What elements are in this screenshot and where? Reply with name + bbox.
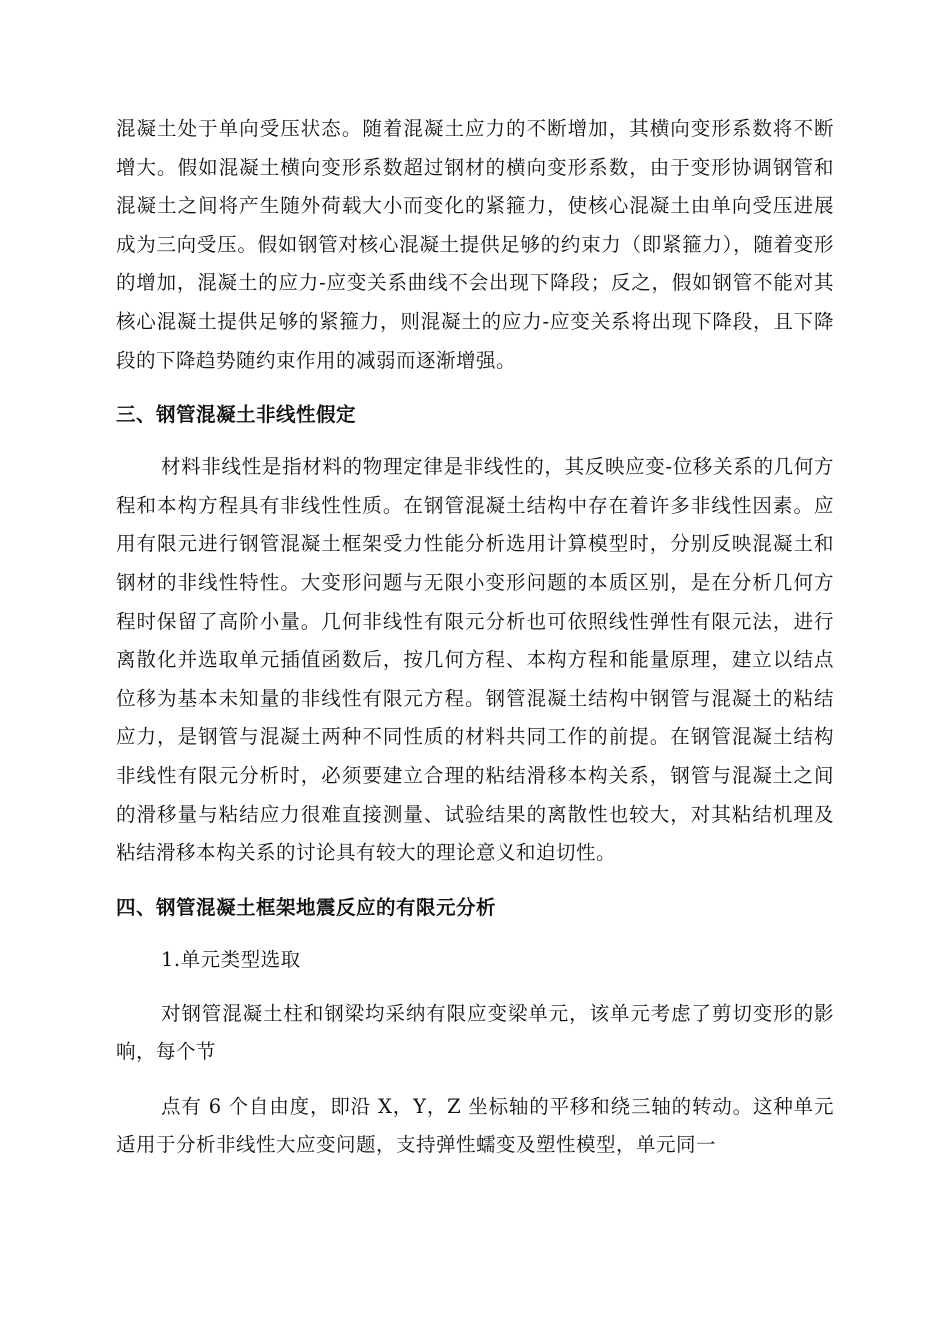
paragraph-concrete-confinement: 混凝土处于单向受压状态。随着混凝土应力的不断增加，其横向变形系数将不断增大。假如混凝土横向变形系数超过钢材的横向变形系数，由于变形协调钢管和混凝土之间将产生随外荷载大小而变化的紧箍力，使核心混凝土由单向受压进展成为三向受压。假如钢管对核心混凝土提供足够的约束力（即紧箍力），随着变形的增加，混凝土的应力-应变关系曲线不会出现下降段；反之，假如钢管不能对其核心混凝土提供足够的紧箍力，则混凝土的应力-应变关系将出现下降段，且下降段的下降趋势随约束作用的减弱而逐渐增强。: [116, 117, 834, 372]
paragraph-material-nonlinearity: 材料非线性是指材料的物理定律是非线性的，其反映应变-位移关系的几何方程和本构方程具有非线性性质。在钢管混凝土结构中存在着许多非线性因素。应用有限元进行钢管混凝土框架受力性能分析选用计算模型时，分别反映混凝土和钢材的非线性特性。大变形问题与无限小变形问题的本质区别，是在分析几何方程时保留了高阶小量。几何非线性有限元分析也可依照线性弹性有限元法，进行离散化并选取单元插值函数后，按几何方程、本构方程和能量原理，建立以结点位移为基本未知量的非线性有限元方程。钢管混凝土结构中钢管与混凝土的粘结应力，是钢管与混凝土两种不同性质的材料共同工作的前提。在钢管混凝土结构非线性有限元分析时，必须要建立合理的粘结滑移本构关系，钢管与混凝土之间的滑移量与粘结应力很难直接测量、试验结果的离散性也较大，对其粘结机理及粘结滑移本构关系的讨论具有较大的理论意义和迫切性。: [116, 455, 834, 865]
section-heading-nonlinear-assumption: 三、钢管混凝土非线性假定: [116, 403, 357, 427]
document-page: [116, 110, 834, 1165]
paragraph-beam-element: 对钢管混凝土柱和钢梁均采纳有限应变梁单元，该单元考虑了剪切变形的影响，每个节: [116, 1001, 834, 1064]
section-heading-seismic-fea: 四、钢管混凝土框架地震反应的有限元分析: [116, 895, 497, 919]
paragraph-degrees-of-freedom: 点有 6 个自由度，即沿 X，Y，Z 坐标轴的平移和绕三轴的转动。这种单元适用于分析非线性大应变问题，支持弹性蠕变及塑性模型，单元同一: [116, 1094, 834, 1157]
subheading-element-type: 1.单元类型选取: [161, 947, 301, 971]
